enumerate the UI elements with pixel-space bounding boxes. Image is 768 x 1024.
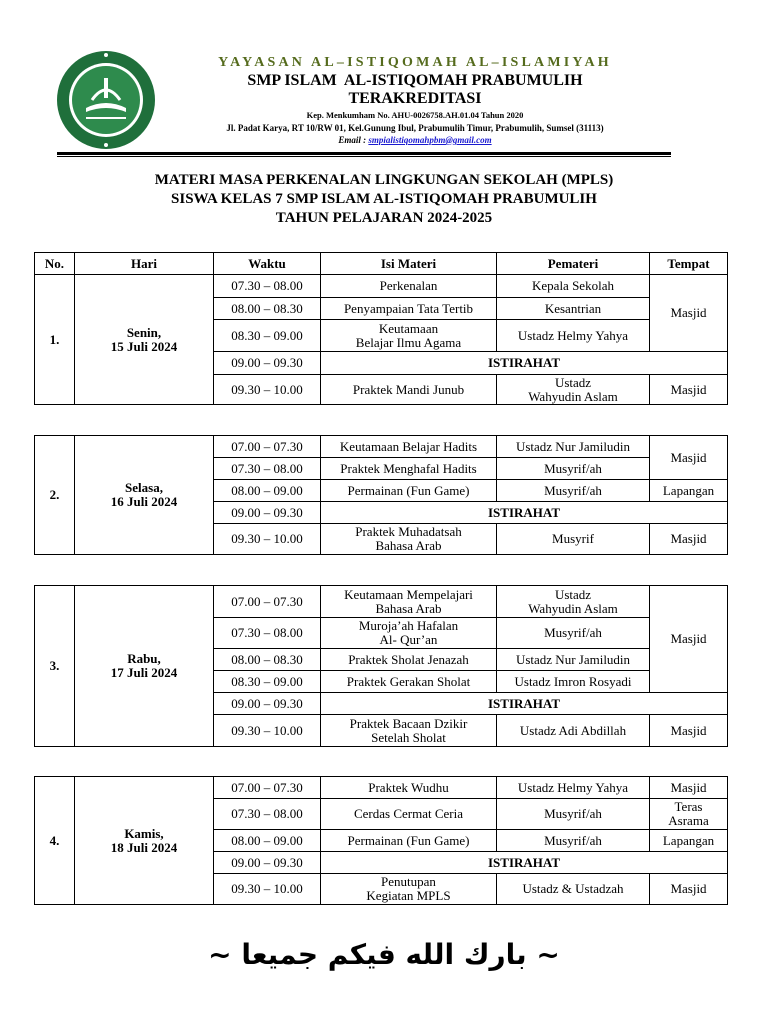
place-cell: Masjid bbox=[650, 777, 728, 799]
school-logo bbox=[56, 50, 156, 150]
day-name: Selasa, bbox=[125, 480, 163, 495]
place-cell: Masjid bbox=[650, 524, 728, 555]
table-row bbox=[35, 586, 728, 618]
break-cell: ISTIRAHAT bbox=[321, 502, 728, 524]
day-name: Kamis, bbox=[124, 825, 164, 841]
email-line bbox=[160, 135, 670, 145]
time-cell: 07.30 – 08.00 bbox=[214, 799, 321, 830]
topic-cell: Praktek Bacaan Dzikir Setelah Sholat bbox=[321, 715, 497, 747]
topic-cell: Praktek Gerakan Sholat bbox=[321, 671, 497, 693]
place-cell: Masjid bbox=[650, 586, 728, 693]
day-number: 4. bbox=[35, 777, 75, 905]
speaker-cell: Ustadz Wahyudin Aslam bbox=[497, 586, 650, 618]
day-name: Rabu, bbox=[127, 651, 161, 666]
time-cell: 07.00 – 07.30 bbox=[214, 777, 321, 799]
day-date: 18 Juli 2024 bbox=[110, 839, 178, 855]
schedule-table-thursday bbox=[34, 776, 728, 905]
email-label: Email : bbox=[338, 135, 369, 145]
speaker-cell: Kepala Sekolah bbox=[497, 275, 650, 298]
speaker-cell: Musyrif/ah bbox=[497, 830, 650, 852]
time-cell: 07.30 – 08.00 bbox=[214, 458, 321, 480]
time-cell: 09.00 – 09.30 bbox=[214, 852, 321, 874]
time-cell: 08.00 – 09.00 bbox=[214, 480, 321, 502]
speaker-cell: Musyrif/ah bbox=[497, 618, 650, 649]
header-divider bbox=[57, 152, 671, 157]
time-cell: 07.30 – 08.00 bbox=[214, 275, 321, 298]
speaker-cell: Ustadz Imron Rosyadi bbox=[497, 671, 650, 693]
place-cell: Masjid bbox=[650, 375, 728, 405]
time-cell: 08.30 – 09.00 bbox=[214, 320, 321, 352]
table-row bbox=[35, 436, 728, 458]
place-cell: Lapangan bbox=[650, 830, 728, 852]
col-header-place: Tempat bbox=[650, 253, 728, 275]
topic-cell: Penyampaian Tata Tertib bbox=[321, 298, 497, 320]
place-cell: Masjid bbox=[650, 715, 728, 747]
day-date: 17 Juli 2024 bbox=[110, 665, 178, 680]
speaker-cell: Ustadz Nur Jamiludin bbox=[497, 649, 650, 671]
speaker-cell: Musyrif/ah bbox=[497, 458, 650, 480]
schedule-table-monday bbox=[34, 252, 728, 405]
time-cell: 09.30 – 10.00 bbox=[214, 524, 321, 555]
time-cell: 08.00 – 08.30 bbox=[214, 649, 321, 671]
topic-cell: Permainan (Fun Game) bbox=[321, 480, 497, 502]
col-header-topic: Isi Materi bbox=[321, 253, 497, 275]
schedule-table-wednesday bbox=[34, 585, 728, 747]
day-cell bbox=[75, 777, 214, 905]
break-cell: ISTIRAHAT bbox=[321, 852, 728, 874]
col-header-time: Waktu bbox=[214, 253, 321, 275]
place-cell: Teras Asrama bbox=[650, 799, 728, 830]
speaker-cell: Musyrif/ah bbox=[497, 799, 650, 830]
place-cell: Masjid bbox=[650, 436, 728, 480]
speaker-cell: Musyrif/ah bbox=[497, 480, 650, 502]
col-header-day: Hari bbox=[75, 253, 214, 275]
speaker-cell: Ustadz Helmy Yahya bbox=[497, 777, 650, 799]
time-cell: 09.30 – 10.00 bbox=[214, 874, 321, 905]
day-cell bbox=[75, 275, 214, 405]
table-row bbox=[35, 275, 728, 298]
topic-cell: Perkenalan bbox=[321, 275, 497, 298]
email-link[interactable]: smpialistiqomahpbm@gmail.com bbox=[368, 135, 492, 145]
time-cell: 09.00 – 09.30 bbox=[214, 352, 321, 375]
time-cell: 07.00 – 07.30 bbox=[214, 436, 321, 458]
time-cell: 09.00 – 09.30 bbox=[214, 693, 321, 715]
table-header-row bbox=[35, 253, 728, 275]
doc-title-line3: TAHUN PELAJARAN 2024-2025 bbox=[275, 210, 493, 226]
day-date: 16 Juli 2024 bbox=[110, 494, 178, 509]
break-cell: ISTIRAHAT bbox=[321, 352, 728, 375]
col-header-no: No. bbox=[35, 253, 75, 275]
foundation-name: YAYASAN AL–ISTIQOMAH AL–ISLAMIYAH bbox=[218, 55, 612, 70]
school-address: Jl. Padat Karya, RT 10/RW 01, Kel.Gunung Ibul, Prabumulih Timur, Prabumulih, Sumsel (31113) bbox=[226, 123, 604, 133]
topic-cell: Permainan (Fun Game) bbox=[321, 830, 497, 852]
topic-cell: Praktek Menghafal Hadits bbox=[321, 458, 497, 480]
place-cell: Lapangan bbox=[650, 480, 728, 502]
place-cell: Masjid bbox=[650, 275, 728, 352]
topic-cell: Praktek Mandi Junub bbox=[321, 375, 497, 405]
speaker-cell: Kesantrian bbox=[497, 298, 650, 320]
doc-title-line2: SISWA KELAS 7 SMP ISLAM AL-ISTIQOMAH PRABUMULIH bbox=[171, 191, 597, 207]
closing-prayer: ~ بارك الله فيكم جميعا ~ bbox=[208, 938, 560, 971]
time-cell: 08.00 – 08.30 bbox=[214, 298, 321, 320]
time-cell: 07.00 – 07.30 bbox=[214, 586, 321, 618]
accreditation-status: TERAKREDITASI bbox=[348, 90, 482, 107]
speaker-cell: Ustadz & Ustadzah bbox=[497, 874, 650, 905]
time-cell: 08.00 – 09.00 bbox=[214, 830, 321, 852]
topic-cell: Keutamaan Belajar Hadits bbox=[321, 436, 497, 458]
topic-cell: Cerdas Cermat Ceria bbox=[321, 799, 497, 830]
time-cell: 09.00 – 09.30 bbox=[214, 502, 321, 524]
day-date: 15 Juli 2024 bbox=[110, 338, 178, 354]
day-cell bbox=[75, 436, 214, 555]
time-cell: 09.30 – 10.00 bbox=[214, 715, 321, 747]
topic-cell: Praktek Sholat Jenazah bbox=[321, 649, 497, 671]
day-number: 3. bbox=[35, 586, 75, 747]
topic-cell: Keutamaan Belajar Ilmu Agama bbox=[321, 320, 497, 352]
topic-cell: Praktek Muhadatsah Bahasa Arab bbox=[321, 524, 497, 555]
schedule-table-tuesday bbox=[34, 435, 728, 555]
time-cell: 08.30 – 09.00 bbox=[214, 671, 321, 693]
topic-cell: Penutupan Kegiatan MPLS bbox=[321, 874, 497, 905]
decree-number: Kep. Menkumham No. AHU-0026758.AH.01.04 Tahun 2020 bbox=[306, 110, 524, 120]
place-cell: Masjid bbox=[650, 874, 728, 905]
speaker-cell: Ustadz Wahyudin Aslam bbox=[497, 375, 650, 405]
time-cell: 09.30 – 10.00 bbox=[214, 375, 321, 405]
break-cell: ISTIRAHAT bbox=[321, 693, 728, 715]
speaker-cell: Ustadz Adi Abdillah bbox=[497, 715, 650, 747]
topic-cell: Muroja’ah Hafalan Al- Qur’an bbox=[321, 618, 497, 649]
col-header-speaker: Pemateri bbox=[497, 253, 650, 275]
speaker-cell: Ustadz Helmy Yahya bbox=[497, 320, 650, 352]
time-cell: 07.30 – 08.00 bbox=[214, 618, 321, 649]
table-row bbox=[35, 777, 728, 799]
doc-title-line1: MATERI MASA PERKENALAN LINGKUNGAN SEKOLAH (MPLS) bbox=[154, 172, 614, 188]
speaker-cell: Ustadz Nur Jamiludin bbox=[497, 436, 650, 458]
day-cell bbox=[75, 586, 214, 747]
day-number: 1. bbox=[35, 275, 75, 405]
topic-cell: Praktek Wudhu bbox=[321, 777, 497, 799]
day-number: 2. bbox=[35, 436, 75, 555]
speaker-cell: Musyrif bbox=[497, 524, 650, 555]
school-name: SMP ISLAM AL-ISTIQOMAH PRABUMULIH bbox=[247, 72, 583, 89]
topic-cell: Keutamaan Mempelajari Bahasa Arab bbox=[321, 586, 497, 618]
day-name: Senin, bbox=[126, 324, 162, 340]
